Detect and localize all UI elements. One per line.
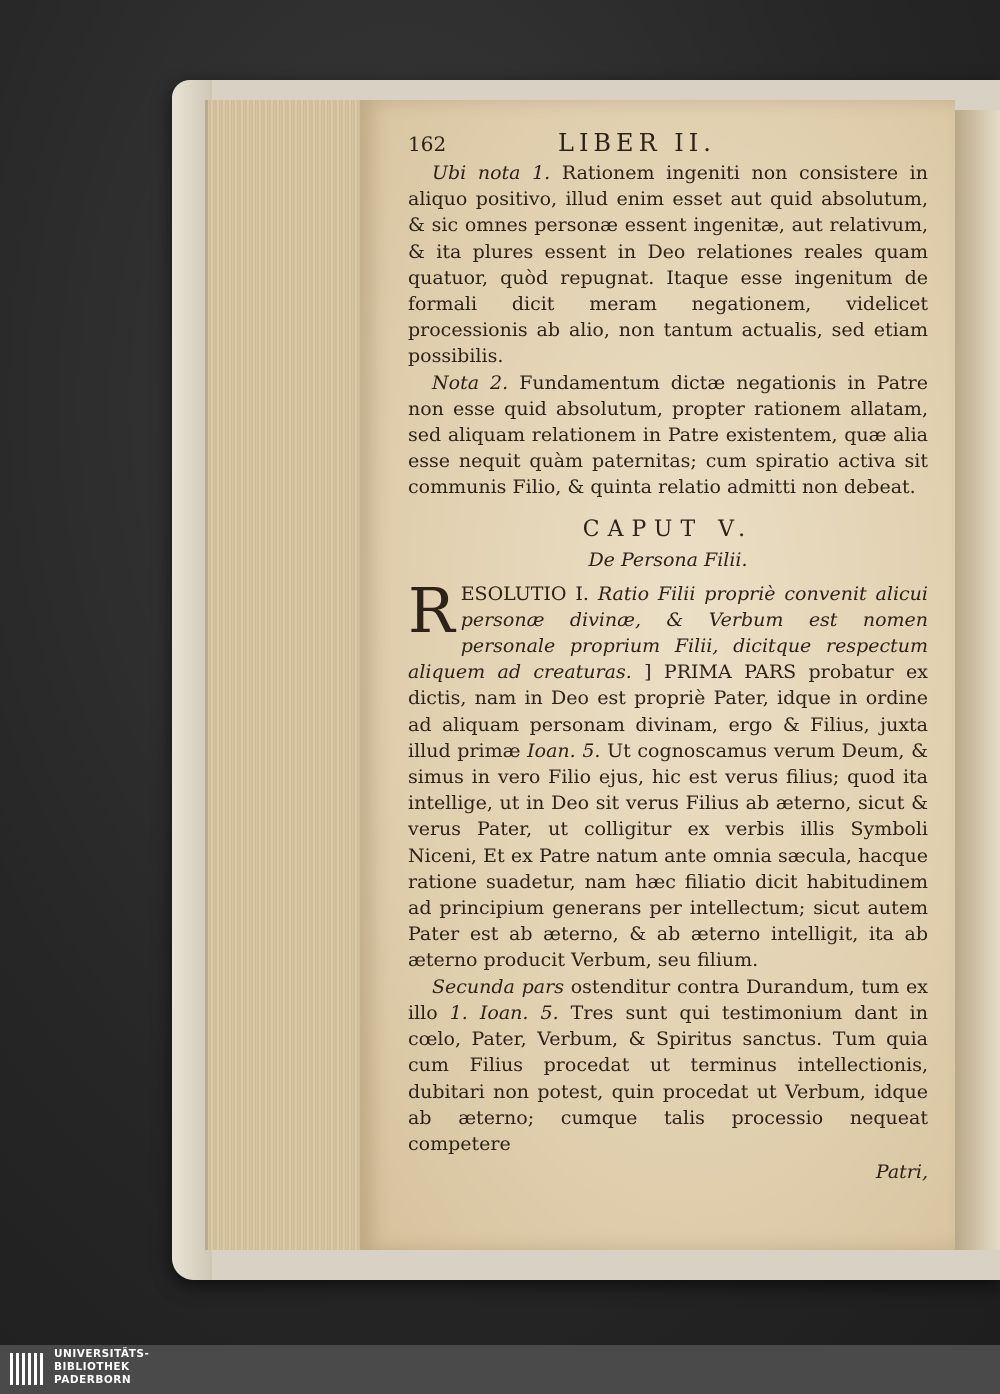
chapter-title: CAPUT V. [582,516,754,542]
library-name-line-1: UNIVERSITÄTS- [54,1348,150,1360]
library-name-line-3: PADERBORN [54,1374,132,1386]
facing-page-edge [955,110,1000,1250]
resolutio-bracket: ] [644,661,652,684]
chapter-subtitle: De Persona Filii. [588,548,748,571]
resolutio-body-2: Ut cognoscamus verum Deum, & simus in vero Filio ejus, hic est verus filius; quod ita intellige, ut in Deo sit verus Filius ab æterno, sicut & verus Pater, ut colligitur ex verbis illis Symboli Niceni, Et ex Patre natum ante omnia sæcula, hacque ratione suadetur, nam hæc filiatio dicit habitudinem ad principium generans per intellectum; sicut autem Pater est ab æterno, & ab æterno intelligit, ita ab æterno producit Verbum, seu filium. [408,739,928,972]
paragraph-secunda [408,974,928,1157]
nota-2-text: Fundamentum dictæ negationis in Patre non esse quid absolutum, propter rationem allatam, sed aliquam relationem in Patre existentem, quæ alia esse nequit quàm paternitas; cum spiratio activa sit communis Filio, & quinta relatio admitti non debeat. [408,371,928,499]
catchword: Patri, [875,1161,928,1184]
running-head: LIBER II. [558,129,716,157]
page-edges [205,100,368,1250]
nota-1-text: Rationem ingeniti non consistere in aliquo positivo, illud enim esset aut quid absolutum, & sic omnes personæ essent ingenitæ, aut relativum, & ita plures essent in Deo relationes reales quam quatuor, quòd repugnat. Itaque esse ingenitum de formali dicit meram negationem, videlicet processionis ab alio, non tantum actualis, sed etiam possibilis. [408,162,928,368]
paragraph-nota-2 [408,370,928,501]
nota-2-lead: Nota 2. [432,371,509,394]
secunda-reference: 1. Ioan. 5. [449,1001,559,1024]
page-text [408,130,928,1185]
drop-cap: R [408,573,455,647]
library-footer-bar [0,1345,1000,1394]
library-name [54,1348,149,1387]
resolutio-body-1: PRIMA PARS probatur ex dictis, nam in Deo est propriè Pater, idque in ordine ad aliquam personam divinam, ergo & Filius, juxta illud primæ [408,661,928,762]
secunda-lead: Secunda pars [432,975,564,998]
paragraph-resolutio [408,573,928,974]
nota-1-lead: Ubi nota 1. [432,162,551,184]
paragraph-nota-1 [408,160,928,370]
secunda-text-2: Tres sunt qui testimonium dant in cœlo, Pater, Verbum, & Spiritus sanctus. Tum quia cum Filius procedat ut terminus intellectionis, dubitari non potest, quin procedat ut Verbum, idque ab æterno; cumque talis processio nequeat competere [408,1001,928,1155]
library-name-line-2: BIBLIOTHEK [54,1361,130,1373]
page-number: 162 [408,132,447,156]
library-logo-icon [8,1349,48,1389]
secunda-text-1: ostenditur contra Durandum, tum ex illo [408,975,929,1024]
resolutio-statement: Ratio Filii propriè convenit alicui personæ divinæ, & Verbum est nomen personale proprium Filii, dicitque respectum aliquem ad creaturas. [408,582,928,684]
page-header [408,130,928,160]
resolutio-reference: Ioan. 5. [527,739,601,762]
resolutio-label: ESOLUTIO I. [460,582,589,605]
